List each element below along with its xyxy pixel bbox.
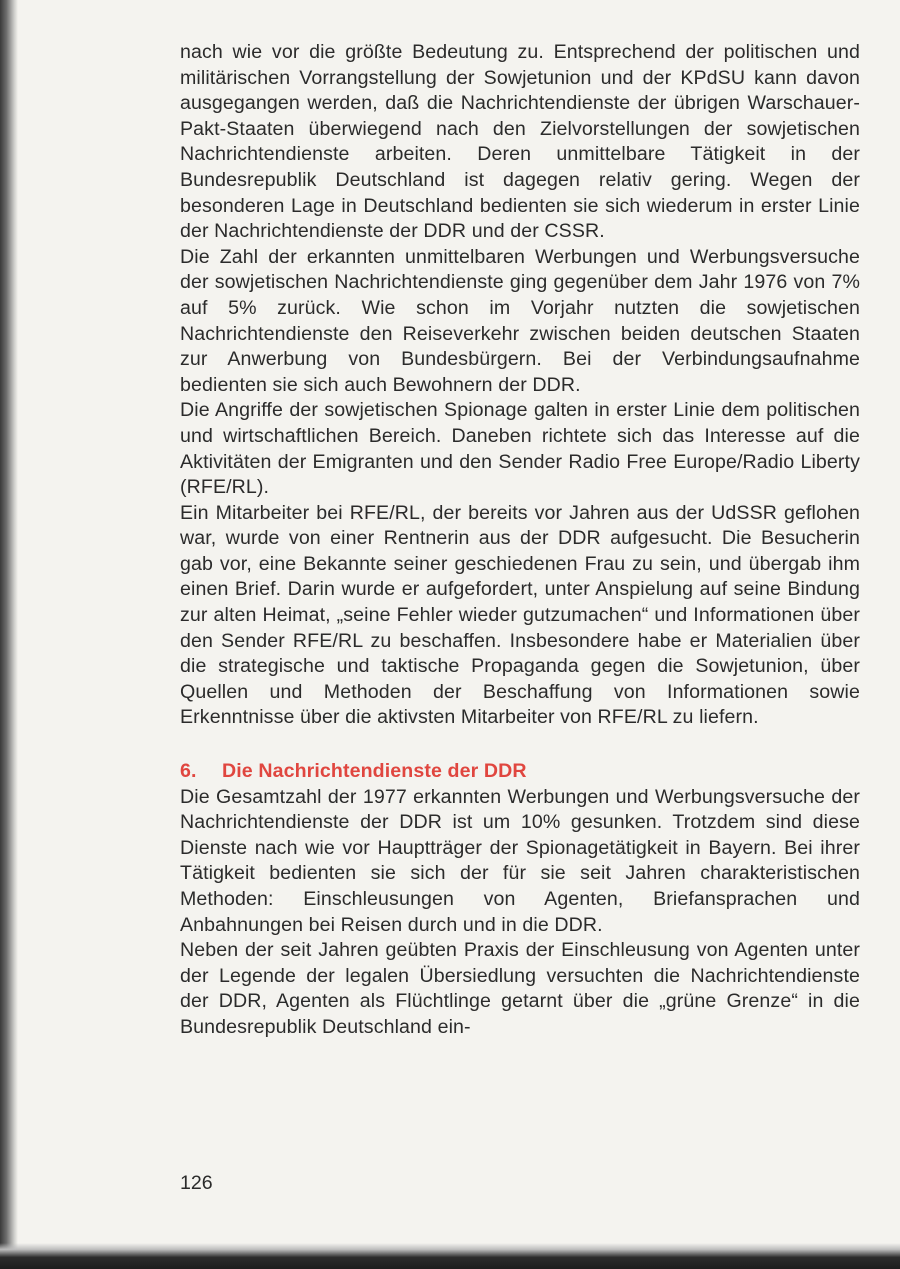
page-text: [180, 40, 860, 1041]
binding-shadow: [0, 0, 18, 1269]
paragraph: Ein Mitarbeiter bei RFE/RL, der bereits vor Jahren aus der UdSSR geflohen war, wurde von einer Rentnerin aus der DDR aufgesucht. Die Besucherin gab vor, eine Bekannte seiner geschiedenen Frau zu sein, und übergab ihm einen Brief. Darin wurde er aufgefordert, unter Anspielung auf seine Bindung zur alten Heimat, „seine Fehler wieder gutzumachen“ und Informationen über den Sender RFE/RL zu beschaffen. Insbesondere habe er Materialien über die strategische und taktische Propaganda gegen die Sowjetunion, über Quellen und Methoden der Beschaffung von Informationen sowie Erkenntnisse über die aktivsten Mitarbeiter von RFE/RL zu liefern.: [180, 501, 860, 729]
section-heading: [180, 759, 860, 785]
section-number: 6.: [180, 760, 197, 783]
paragraph: nach wie vor die größte Bedeutung zu. Entsprechend der politischen und militärischen Vorrangstellung der Sowjetunion und der KPdSU kann davon ausgegangen werden, daß die Nachrichtendienste der übrigen Warschauer-Pakt-Staaten überwiegend nach den Zielvorstellungen der sowjetischen Nachrichtendienste arbeiten. Deren unmittelbare Tätigkeit in der Bundesrepublik Deutschland ist dagegen relativ gering. Wegen der besonderen Lage in Deutschland bedienten sie sich wiederum in erster Linie der Nachrichtendienste der DDR und der CSSR.: [180, 41, 860, 243]
paragraph: Die Zahl der erkannten unmittelbaren Werbungen und Werbungsversuche der sowjetischen Nachrichtendienste ging gegenüber dem Jahr 1976 von 7% auf 5% zurück. Wie schon im Vorjahr nutzten die sowjetischen Nachrichtendienste den Reiseverkehr zwischen beiden deutschen Staaten zur Anwerbung von Bundesbürgern. Bei der Verbindungsaufnahme bedienten sie sich auch Bewohnern der DDR.: [180, 245, 860, 396]
paragraph: Die Angriffe der sowjetischen Spionage galten in erster Linie dem politischen und wirtschaftlichen Bereich. Daneben richtete sich das Interesse auf die Aktivitäten der Emigranten und den Sender Radio Free Europe/Radio Liberty (RFE/RL).: [180, 399, 860, 499]
page-number: 126: [180, 1172, 213, 1194]
section-title: Die Nachrichtendienste der DDR: [222, 760, 527, 783]
paragraph: Neben der seit Jahren geübten Praxis der Einschleusung von Agenten unter der Legende der legalen Übersiedlung versuchten die Nachrichtendienste der DDR, Agenten als Flüchtlinge getarnt über die „grüne Grenze“ in die Bundesrepublik Deutschland ein-: [180, 939, 860, 1038]
scan-edge: [0, 1243, 900, 1269]
paragraph: Die Gesamtzahl der 1977 erkannten Werbungen und Werbungsversuche der Nachrichtendienste der DDR ist um 10% gesunken. Trotzdem sind diese Dienste nach wie vor Hauptträger der Spionagetätigkeit in Bayern. Bei ihrer Tätigkeit bedienten sie sich der für sie seit Jahren charakteristischen Methoden: Einschleusungen von Agenten, Briefansprachen und Anbahnungen bei Reisen durch und in die DDR.: [180, 785, 860, 936]
